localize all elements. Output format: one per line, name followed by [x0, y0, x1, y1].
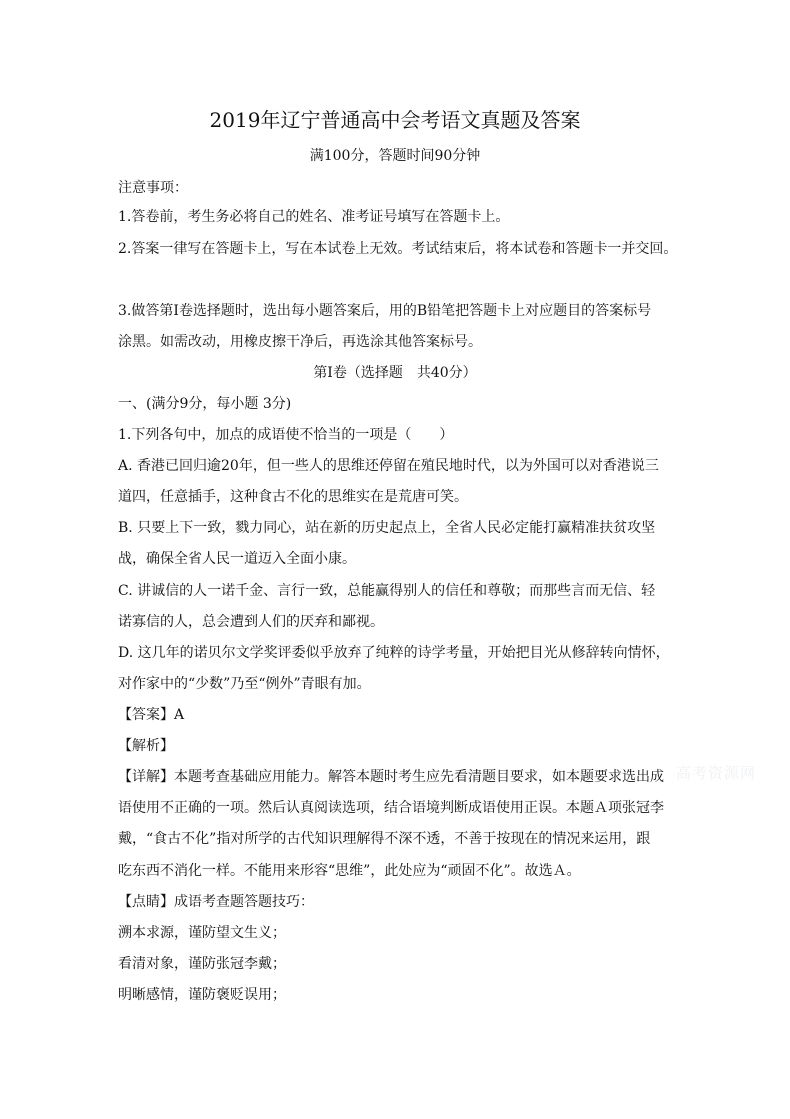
option-c-continuation: 诺寡信的人，总会遭到人们的厌弃和鄙视。	[118, 614, 384, 630]
question-stem: 1.下列各句中，加点的成语使不恰当的一项是（ ）	[118, 427, 454, 443]
option-b-continuation: 战，确保全省人民一道迈入全面小康。	[118, 551, 356, 567]
page-title: 2019年辽宁普通高中会考语文真题及答案	[209, 108, 581, 132]
tip-item: 看清对象，谨防张冠李戴；	[118, 956, 286, 972]
option-b: B. 只要上下一致，戮力同心，站在新的历史起点上，全省人民必定能打赢精准扶贫攻坚	[118, 520, 656, 536]
note-item: 2.答案一律写在答题卡上，写在本试卷上无效。考试结束后，将本试卷和答题卡一并交回。	[118, 241, 678, 257]
note-item: 1.答卷前，考生务必将自己的姓名、准考证号填写在答题卡上。	[118, 209, 510, 225]
section-heading: 第Ⅰ卷（选择题 共40分）	[313, 365, 477, 381]
tips-heading: 【点睛】成语考查题答题技巧：	[118, 894, 314, 910]
page-subtitle: 满100分，答题时间90分钟	[309, 148, 481, 164]
answer-line: 【答案】A	[118, 707, 185, 723]
analysis-heading: 【解析】	[118, 738, 174, 754]
part-heading: 一、(满分9分，每小题 3分)	[118, 396, 292, 412]
tip-item: 溯本求源，谨防望文生义；	[118, 925, 286, 941]
option-d-continuation: 对作家中的“少数”乃至“例外”青眼有加。	[118, 676, 371, 692]
note-item-continuation: 涂黑。如需改动，用橡皮擦干净后，再选涂其他答案标号。	[118, 334, 482, 350]
option-d: D. 这几年的诺贝尔文学奖评委似乎放弃了纯粹的诗学考量，开始把目光从修辞转向情怀，	[118, 645, 670, 661]
analysis-text: 【详解】本题考查基础应用能力。解答本题时考生应先看清题目要求，如本题要求选出成	[118, 769, 664, 785]
option-a: A. 香港已回归逾20年，但一些人的思维还停留在殖民地时代，以为外国可以对香港说三	[118, 458, 659, 474]
analysis-text: 吃东西不消化一样。不能用来形容“思维”，此处应为“顽固不化”。故选Ａ。	[118, 863, 581, 879]
analysis-text: 戴，“食古不化”指对所学的古代知识理解得不深不透，不善于按现在的情况来运用，跟	[118, 831, 651, 847]
tip-item: 明晰感情，谨防褒贬误用；	[118, 987, 286, 1003]
option-a-continuation: 道四，任意插手，这种食古不化的思维实在是荒唐可笑。	[118, 489, 468, 505]
analysis-text: 语使用不正确的一项。然后认真阅读选项，结合语境判断成语使用正误。本题Ａ项张冠李	[118, 800, 664, 816]
note-item: 3.做答第Ⅰ卷选择题时，选出每小题答案后，用的B铅笔把答题卡上对应题目的答案标号	[118, 303, 652, 319]
notes-heading: 注意事项：	[118, 180, 188, 196]
option-c: C. 讲诚信的人一诺千金、言行一致，总能赢得别人的信任和尊敬；而那些言而无信、轻	[118, 583, 656, 599]
watermark: 高考资源网	[676, 764, 757, 782]
